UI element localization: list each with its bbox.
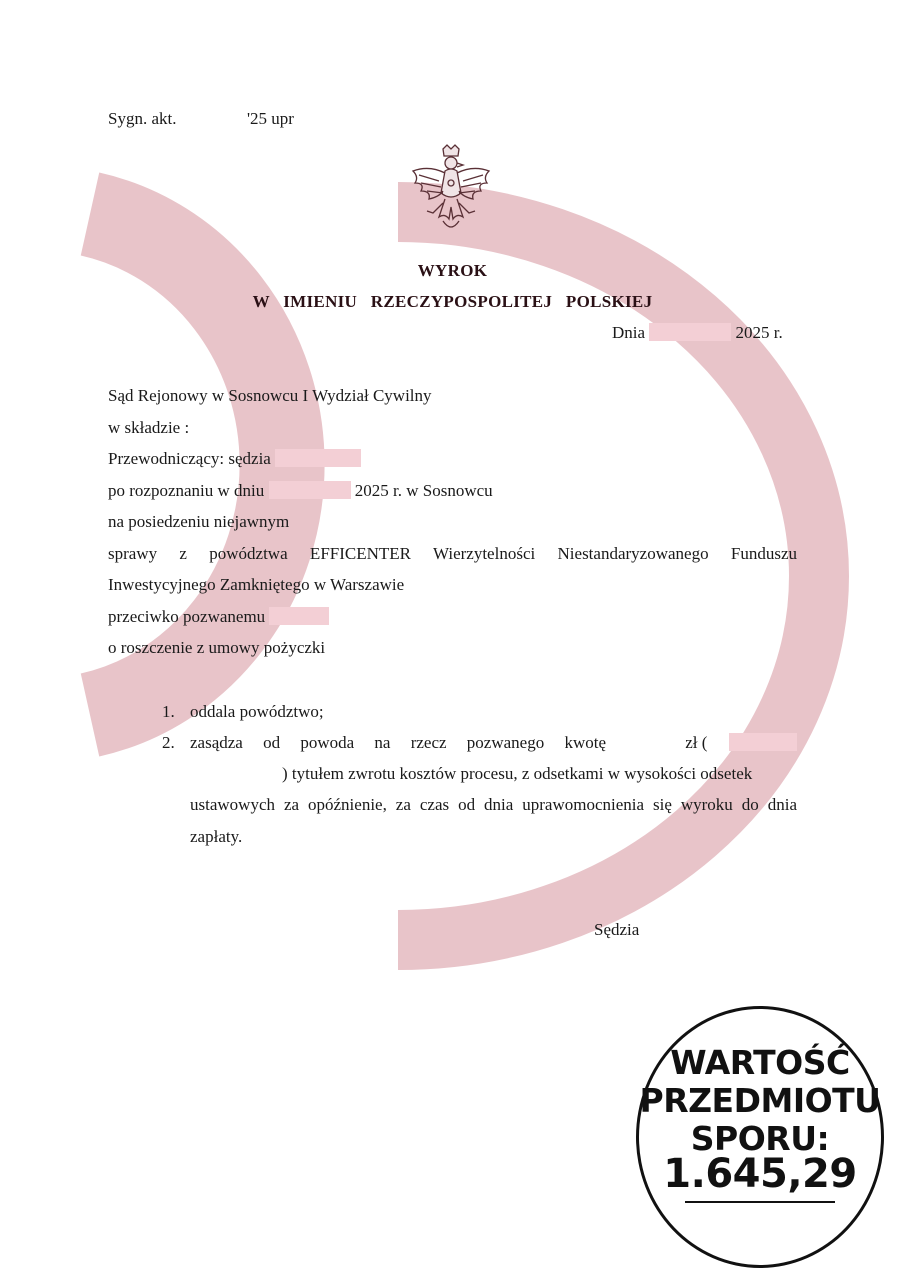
stamp-value: 1.645,29 — [663, 1151, 857, 1197]
redaction — [729, 733, 797, 751]
redaction — [649, 323, 731, 341]
verdict-subtitle — [0, 292, 905, 312]
dispute-value-stamp — [636, 1006, 884, 1268]
redaction — [644, 920, 702, 938]
composition-label: w składzie : — [108, 418, 190, 437]
presiding-judge — [108, 449, 361, 469]
claim-subject: o roszczenie z umowy pożyczki — [108, 638, 326, 657]
court-name: Sąd Rejonowy w Sosnowcu I Wydział Cywilny — [108, 386, 432, 405]
redaction — [269, 481, 351, 499]
redaction — [190, 764, 282, 782]
ruling-item2-text-c: ) tytułem zwrotu kosztów procesu, z odsetkami w wysokości odsetek — [282, 764, 753, 783]
ruling-item-text: oddala powództwo; — [190, 702, 324, 721]
case-signature — [108, 109, 294, 129]
redaction — [275, 449, 361, 467]
judge-signature — [594, 920, 702, 940]
session-type: na posiedzeniu niejawnym — [108, 512, 290, 531]
case-signature-suffix: '25 upr — [246, 109, 294, 128]
case-parties-line2: Inwestycyjnego Zamkniętego w Warszawie — [108, 575, 405, 594]
ruling-item2-text-a: zasądza od powoda na rzecz pozwanego kwotę — [190, 733, 607, 752]
defendant-line — [108, 607, 329, 627]
ruling-item-number: 2. — [162, 733, 175, 752]
stamp-line-3: SPORU: — [690, 1119, 830, 1158]
ruling-item2-line1 — [190, 733, 797, 753]
case-parties-line1: sprawy z powództwa EFFICENTER Wierzytelności Niestandaryzowanego Funduszu — [108, 544, 797, 563]
verdict-date-suffix: 2025 r. — [735, 323, 783, 342]
stamp-line-2: PRZEDMIOTU — [639, 1081, 881, 1120]
stamp-underline — [685, 1201, 835, 1203]
watermark-arc-right — [398, 212, 819, 940]
hearing-date — [108, 481, 493, 501]
defendant-label: przeciwko pozwanemu — [108, 607, 266, 626]
ruling-item-number: 1. — [162, 702, 175, 721]
redaction — [269, 607, 329, 625]
hearing-date-prefix: po rozpoznaniu w dniu — [108, 481, 265, 500]
stamp-line-1: WARTOŚĆ — [670, 1043, 850, 1082]
verdict-date — [612, 323, 783, 343]
case-signature-label: Sygn. akt. — [108, 109, 177, 128]
verdict-subtitle-text: W IMIENIU RZECZYPOSPOLITEJ POLSKIEJ — [252, 292, 653, 311]
hearing-date-suffix: 2025 r. w Sosnowcu — [354, 481, 493, 500]
ruling-item2-line3: ustawowych za opóźnienie, za czas od dnia uprawomocnienia się wyroku do dnia — [190, 795, 797, 814]
ruling-item2-line4: zapłaty. — [190, 827, 243, 846]
judge-signature-label: Sędzia — [594, 920, 640, 939]
redaction — [628, 733, 664, 751]
presiding-judge-label: Przewodniczący: sędzia — [108, 449, 271, 468]
ruling-item2-text-b: zł ( — [685, 733, 708, 752]
verdict-date-prefix: Dnia — [612, 323, 646, 342]
polish-eagle-emblem-icon — [405, 143, 497, 239]
verdict-title: WYROK — [417, 261, 488, 280]
ruling-item2-line2 — [190, 764, 797, 784]
